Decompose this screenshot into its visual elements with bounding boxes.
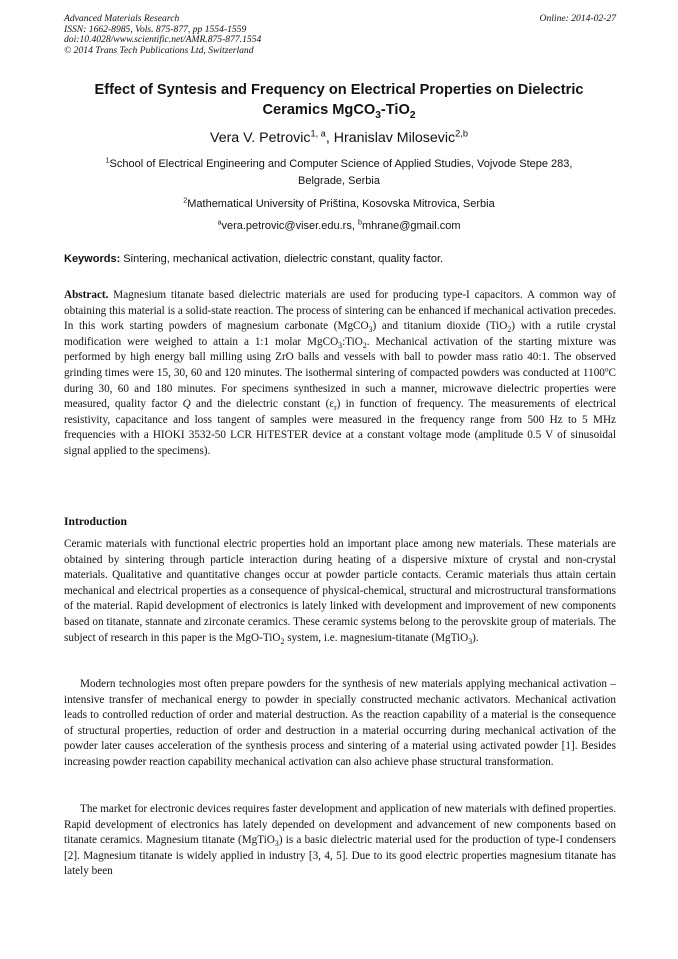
email-b: mhrane@gmail.com bbox=[361, 220, 461, 232]
intro-text: ). bbox=[472, 631, 479, 644]
abstract-sub: 2 bbox=[362, 341, 367, 351]
email-a-mark: a bbox=[217, 218, 222, 227]
issn-line: ISSN: 1662-8985, Vols. 875-877, pp 1554-1559 bbox=[64, 23, 247, 35]
copyright-line: © 2014 Trans Tech Publications Ltd, Switzerland bbox=[64, 44, 254, 56]
paper-title bbox=[40, 80, 638, 120]
author-emails bbox=[40, 218, 638, 235]
intro-text: ) is a basic dielectric material used for the production of type-I condensers [2]. Magnesium titanate is widely applied in industry [3, 4, 5]. Due to its good electric properties magnesium titanate has lately been bbox=[64, 834, 616, 878]
intro-paragraph-2: Modern technologies most often prepare powders for the synthesis of new materials applying mechanical activation – intensive transfer of mechanical energy to powder in specially constructed mechanic activators. Mechanical activation leads to controlled reduction of order and material destruction. As the reaction capability of a material is the consequence of structural properties, reduction of order and destruction in a material occurring during mechanical activation of the powder later causes acceleration of the synthesis process and sintering of a material using activated powder [1]. Besides increasing powder reaction capability mechanical activation can also achieve phase structural transformation. bbox=[64, 678, 616, 768]
online-date: Online: 2014-02-27 bbox=[539, 13, 616, 24]
author-1-affil: 1, a bbox=[310, 128, 326, 139]
abstract-sub: r bbox=[334, 403, 337, 413]
title-part: -TiO bbox=[380, 102, 410, 118]
abstract-text: ) and titanium dioxide (TiO bbox=[372, 320, 508, 333]
email-a: vera.petrovic@viser.edu.rs, bbox=[221, 220, 358, 232]
intro-text: Ceramic materials with functional electric properties hold an important place among new materials. These materials are obtained by sintering through particle interaction during heating of a dispersive mixture of crystal and non-crystal materials. Qualitative and quantitative changes occur at powder particle contacts. Ceramic materials thus attain certain mechanical and electrical properties as a consequence of physical-chemical, structural and microstructural transformations of the material. Rapid development of electronics is lately linked with development and improvement of new components based on titanate, stannate and zirconate ceramics. These ceramic systems belong to the perovskite group of materials. The subject of research in this paper is the MgO-TiO bbox=[64, 538, 616, 644]
intro-text: The market for electronic devices requires faster development and application of new materials with defined properties. Rapid development of electronics has lately depended on development and advancement of new components based on titanate ceramics. Magnesium titanate (MgTiO bbox=[64, 803, 616, 847]
abstract-text: C during 30, 60 and 180 minutes. For specimens synthesized in such a manner, microwave dielectric properties were measured, quality factor bbox=[64, 366, 616, 411]
journal-header bbox=[64, 14, 616, 56]
quality-factor-symbol: Q bbox=[182, 398, 191, 411]
abstract-text: Magnesium titanate based dielectric materials are used for producing type-I capacitors. A common way of obtaining this material is a solid-state reaction. The process of sintering can be enhanced if mechanical activation precedes. In this work starting powders of magnesium carbonate (MgCO bbox=[64, 289, 616, 333]
abstract-text: and the dielectric constant (ε bbox=[190, 398, 335, 411]
affiliation-1-mark: 1 bbox=[105, 156, 110, 165]
affiliation-2 bbox=[40, 196, 638, 213]
abstract-sup: o bbox=[604, 365, 609, 374]
abstract-sub: 3 bbox=[368, 325, 373, 335]
intro-paragraph-1 bbox=[64, 537, 616, 646]
abstract-text: ) in function of frequency. The measurements of electrical resistivity, capacitance and loss tangent of samples were measured in the frequency range from 500 Hz to 5 MHz frequencies with a HIOKI 3532-50 LCR HiTESTER device at a constant voltage mode (amplitude 0.5 V of sinusoidal signal applied to the specimens). bbox=[64, 398, 616, 457]
keywords-text: Sintering, mechanical activation, dielectric constant, quality factor. bbox=[120, 253, 444, 265]
doi-line: doi:10.4028/www.scientific.net/AMR.875-877.1554 bbox=[64, 34, 262, 46]
intro-paragraph-3 bbox=[64, 802, 616, 880]
author-2: Hranislav Milosevic bbox=[333, 130, 456, 146]
title-part: Ceramics MgCO bbox=[262, 102, 376, 118]
abstract bbox=[64, 288, 616, 460]
intro-sub: 2 bbox=[280, 636, 285, 646]
author-list bbox=[40, 130, 638, 146]
section-heading-introduction: Introduction bbox=[64, 515, 127, 528]
abstract-sub: 3 bbox=[338, 341, 343, 351]
abstract-sub: 2 bbox=[507, 325, 512, 335]
author-1: Vera V. Petrovic bbox=[210, 130, 311, 146]
author-separator: , bbox=[325, 130, 334, 146]
title-subscript: 2 bbox=[409, 109, 416, 121]
intro-sub: 3 bbox=[468, 636, 473, 646]
affiliation-1-line-2: Belgrade, Serbia bbox=[298, 175, 380, 187]
email-b-mark: b bbox=[357, 218, 362, 227]
keywords bbox=[64, 253, 616, 265]
affiliation-2-text: Mathematical University of Priština, Kosovska Mitrovica, Serbia bbox=[187, 198, 495, 210]
abstract-label: Abstract. bbox=[64, 289, 109, 301]
abstract-text: . Mechanical activation of the starting mixture was performed by high energy ball milling using ZrO balls and vessels with ball to powder mass ratio 40:1. The observed grinding times were 15, 30, 60 and 120 minutes. The isothermal sintering of compacted powders was conducted at 1100 bbox=[64, 335, 617, 379]
keywords-label: Keywords: bbox=[64, 253, 121, 265]
title-line-2 bbox=[40, 100, 638, 120]
affiliation-2-mark: 2 bbox=[183, 196, 188, 205]
intro-sub: 3 bbox=[274, 839, 279, 849]
intro-text: system, i.e. magnesium-titanate (MgTiO bbox=[284, 631, 469, 644]
title-subscript: 3 bbox=[375, 109, 381, 121]
affiliation-1-line-1: School of Electrical Engineering and Computer Science of Applied Studies, Vojvode Stepe 283, bbox=[109, 158, 573, 170]
title-line-1: Effect of Syntesis and Frequency on Electrical Properties on Dielectric bbox=[94, 82, 584, 98]
abstract-text: :TiO bbox=[342, 335, 363, 348]
abstract-text: ) with a rutile crystal modification were weighed to attain a 1:1 molar MgCO bbox=[64, 320, 616, 348]
journal-name: Advanced Materials Research bbox=[64, 13, 180, 24]
affiliation-1 bbox=[40, 156, 638, 190]
author-2-affil: 2,b bbox=[455, 128, 468, 139]
